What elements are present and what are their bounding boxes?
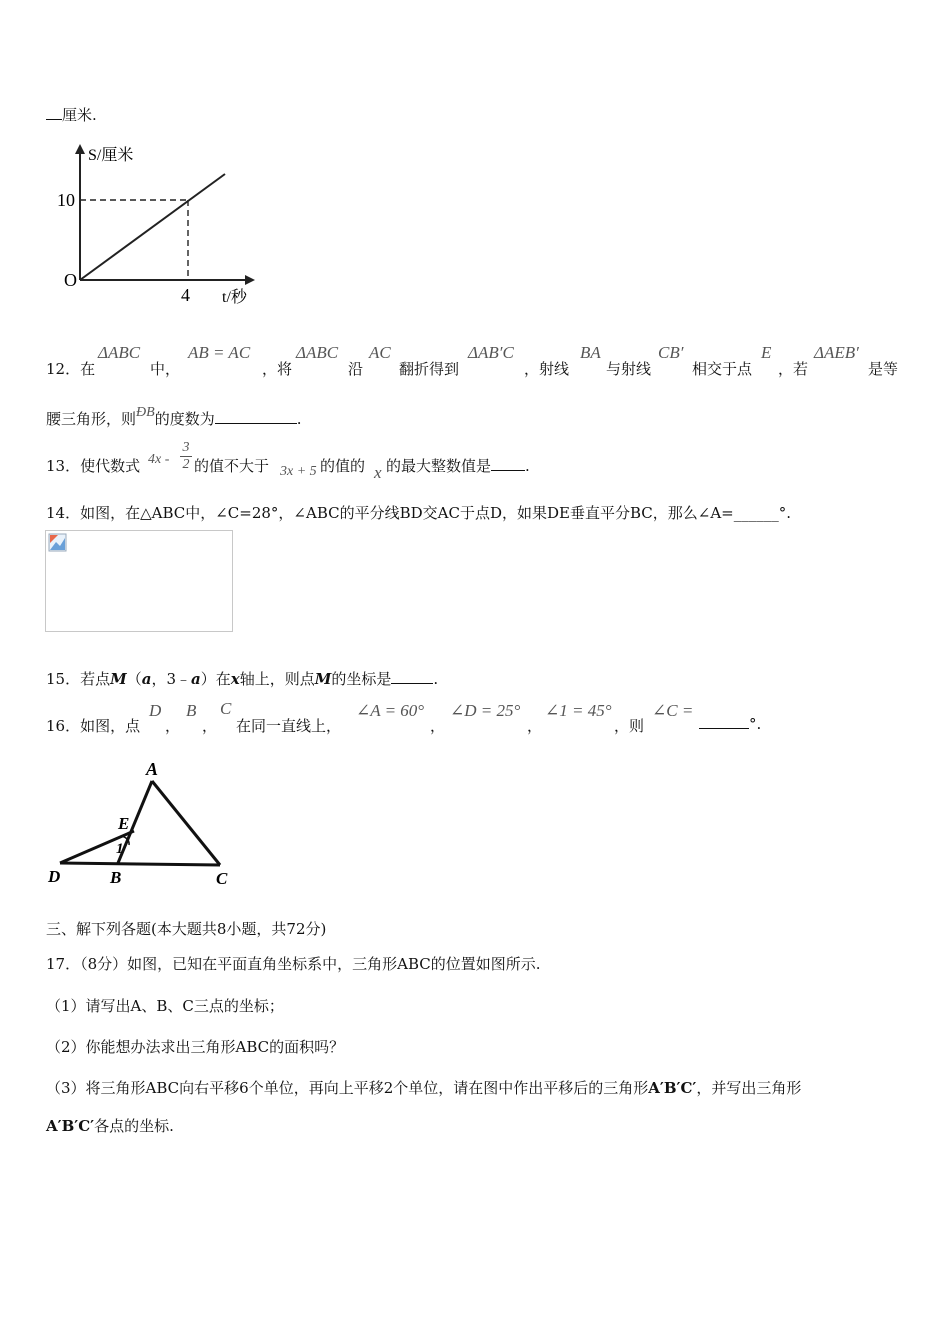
q13-math-4x: 4x - xyxy=(148,452,170,467)
q13-end: . xyxy=(525,457,530,475)
answer-blank xyxy=(391,682,433,684)
question-14: 14．如图，在△ABC中，∠C=28°，∠ABC的平分线BD交AC于点D，如果DE垂直平分BC，那么∠A=______°. xyxy=(46,504,791,522)
q12-math-angle-b: ÐB xyxy=(136,405,155,420)
q12-math-ba: BA xyxy=(580,343,601,362)
q17-p3-text-e: 各点的坐标. xyxy=(94,1117,174,1135)
distance-time-graph xyxy=(50,140,270,315)
q15-a: a xyxy=(141,670,152,688)
q12-text-4: 翻折得到 xyxy=(399,360,460,378)
question-15 xyxy=(46,668,438,689)
y-axis-arrow-icon xyxy=(75,144,85,154)
question-16-num: 16．如图，点 xyxy=(46,717,141,735)
q13-fraction xyxy=(180,440,192,473)
q16-math-angle-d: ∠D = 25° xyxy=(450,701,521,720)
triangle-figure xyxy=(40,755,250,895)
q12-math-ab-ac: AB = AC xyxy=(188,343,251,362)
graph-line xyxy=(80,174,225,280)
q16-t1: ， xyxy=(165,717,181,735)
q12-math-aeb-prime: ΔAEB′ xyxy=(814,343,859,362)
q16-t2: ， xyxy=(202,717,218,735)
label-c: C xyxy=(216,869,228,888)
q15-a2: a xyxy=(191,670,201,688)
question-12-num: 12．在 xyxy=(46,360,96,378)
q12-text-3: 沿 xyxy=(348,360,364,378)
y-axis-label: S/厘米 xyxy=(88,147,134,164)
q17-p3-text-c: ，并写出三角形 xyxy=(696,1079,802,1097)
section-3-title: 三、解下列各题(本大题共8小题，共72分) xyxy=(46,920,327,938)
x-axis-arrow-icon xyxy=(245,275,255,285)
q12-text-6: 与射线 xyxy=(606,360,652,378)
q12-math-abc: ΔABC xyxy=(98,343,141,362)
q16-blank-end xyxy=(699,715,761,733)
q15-t5: 的坐标是 xyxy=(331,670,392,688)
q12-math-ab-prime-c: ΔAB′C xyxy=(468,343,514,362)
answer-blank xyxy=(46,118,62,120)
q12-math-ac: AC xyxy=(369,343,391,362)
q12-math-e: E xyxy=(761,343,772,362)
answer-blank xyxy=(215,422,297,424)
q15-num: 15．若点 xyxy=(46,670,111,688)
top-line xyxy=(46,104,97,125)
q16-t4: ， xyxy=(430,717,446,735)
q13-math-3x5: 3x + 5 xyxy=(280,464,317,479)
unit-text: 厘米. xyxy=(62,106,97,124)
q17-p3-text-a: （3）将三角形ABC向右平移6个单位，再向上平移2个单位，请在图中作出平移后的三角形 xyxy=(46,1079,649,1097)
q16-math-angle-c: ∠C = xyxy=(652,701,694,720)
q17-part-1: （1）请写出A、B、C三点的坐标； xyxy=(46,997,284,1015)
x-tick-label: 4 xyxy=(181,285,190,305)
y-tick-label: 10 xyxy=(57,190,75,210)
q15-t4: 轴上，则点 xyxy=(239,670,315,688)
label-d: D xyxy=(48,867,61,886)
line-ca xyxy=(152,781,220,865)
q12-text-7: 相交于点 xyxy=(692,360,753,378)
q16-math-b: B xyxy=(186,701,197,720)
origin-label: O xyxy=(64,270,77,290)
x-axis-label: t/秒 xyxy=(222,289,247,306)
q12-text-9: 是等 xyxy=(868,360,899,378)
q12-math-abc-2: ΔABC xyxy=(296,343,339,362)
question-17: 17．（8分）如图，已知在平面直角坐标系中，三角形ABC的位置如图所示. xyxy=(46,955,541,973)
q13-frac-num: 3 xyxy=(180,440,192,457)
answer-blank xyxy=(491,469,525,471)
q12-line2-text: 腰三角形，则 xyxy=(46,410,137,428)
q15-t2: ，3﹣ xyxy=(151,670,191,688)
q16-math-d: D xyxy=(149,701,162,720)
q16-math-c: C xyxy=(220,699,232,718)
q15-x: x xyxy=(230,670,240,688)
answer-blank xyxy=(699,727,749,729)
label-1: 1 xyxy=(116,841,124,857)
q12-math-cb-prime: CB′ xyxy=(658,343,684,362)
q17-part-2: （2）你能想办法求出三角形ABC的面积吗？ xyxy=(46,1038,345,1056)
q12-text-2: ，将 xyxy=(262,360,293,378)
q12-end: . xyxy=(296,410,302,428)
label-b: B xyxy=(110,868,122,887)
q12-text-5: ，射线 xyxy=(524,360,570,378)
q16-t6: ，则 xyxy=(614,717,645,735)
q17-p3-triangle: A′B′C′ xyxy=(648,1079,697,1097)
q13-math-x: x xyxy=(374,463,382,482)
q13-text-3: 的最大整数值是 xyxy=(386,457,492,475)
q12-line2 xyxy=(46,405,302,429)
q15-t3: ）在 xyxy=(200,670,231,688)
q16-math-angle-a: ∠A = 60° xyxy=(356,701,425,720)
q13-frac-den: 2 xyxy=(182,457,190,472)
q15-end: . xyxy=(433,670,439,688)
q16-end: °. xyxy=(749,715,762,733)
question-13-num: 13．使代数式 xyxy=(46,457,141,475)
q13-line-end xyxy=(386,455,530,476)
broken-image-placeholder xyxy=(45,530,233,632)
q12-line2-text-b: 的度数为 xyxy=(154,410,215,428)
q13-text-1: 的值不大于 xyxy=(194,457,270,475)
label-e: E xyxy=(118,814,130,833)
q16-t3: 在同一直线上， xyxy=(236,717,342,735)
broken-image-icon xyxy=(48,533,68,553)
q16-math-angle-1: ∠1 = 45° xyxy=(545,701,612,720)
q13-text-2: 的值的 xyxy=(320,457,366,475)
q12-text-8: ，若 xyxy=(778,360,809,378)
q15-m: M xyxy=(110,670,127,688)
q17-part-3-line2 xyxy=(46,1115,174,1136)
q15-t1: （ xyxy=(126,670,142,688)
q12-text-1: 中， xyxy=(150,360,181,378)
q17-part-3 xyxy=(46,1077,801,1098)
q17-p3-triangle-2: A′B′C′ xyxy=(46,1117,95,1135)
line-dbc xyxy=(60,863,220,865)
q16-t5: ， xyxy=(527,717,543,735)
q15-m2: M xyxy=(314,670,332,688)
label-a: A xyxy=(146,759,159,779)
